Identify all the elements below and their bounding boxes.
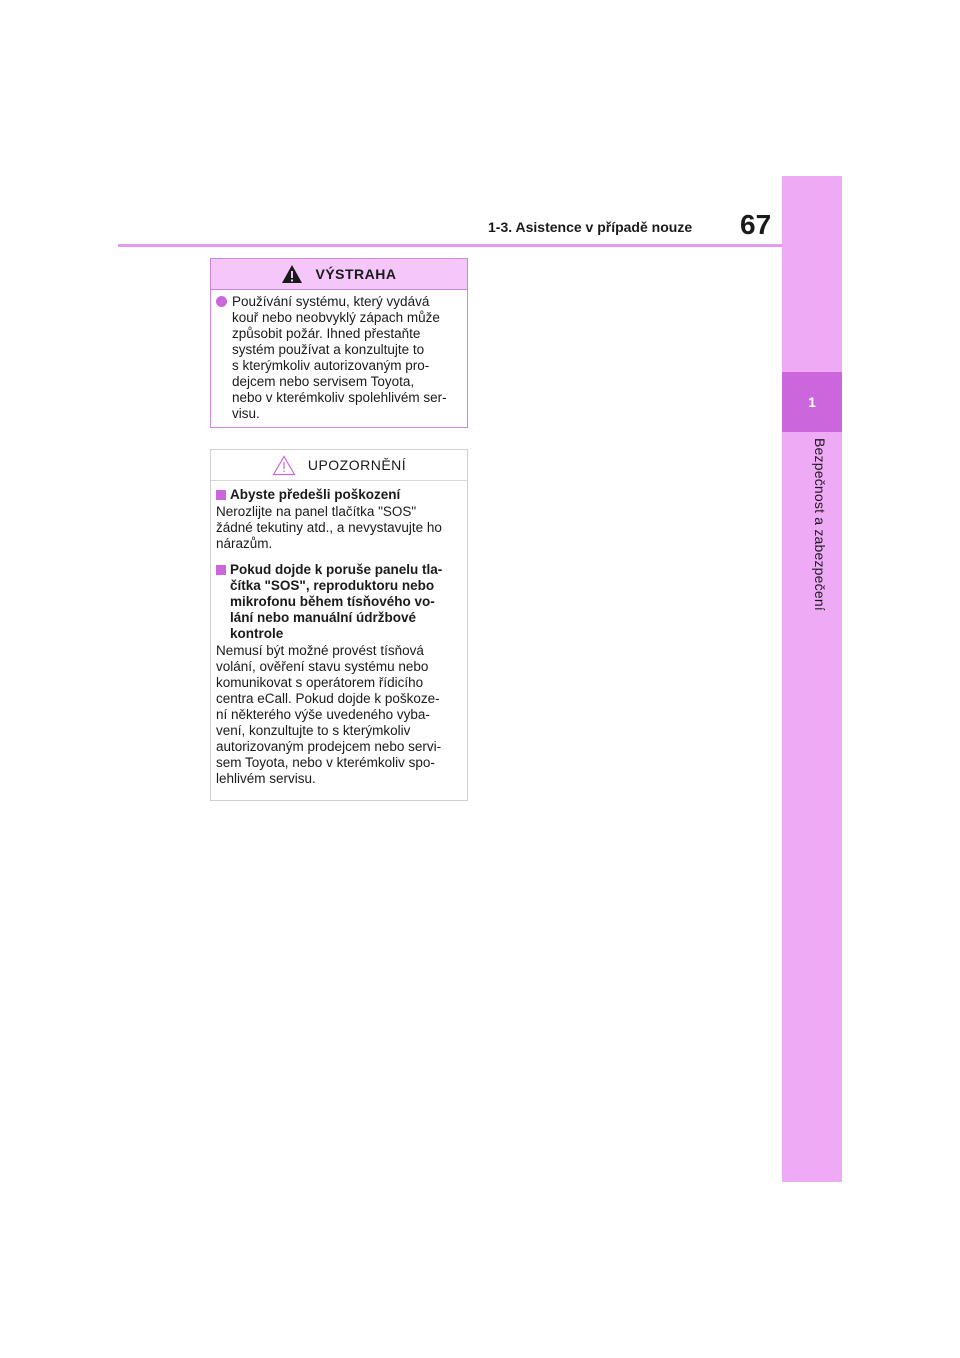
caution-triangle-icon [272,455,296,476]
caution-title: UPOZORNĚNÍ [307,457,407,473]
caution-heading-2: Pokud dojde k poruše panelu tla- čítka "SOS", reproduktoru nebo mikrofonu během tísňového vo- lání nebo manuální údržbové kontrole [230,562,443,641]
caution-paragraph-2: Nemusí být možné provést tísňová volání, ověření stavu systému nebo komunikovat s operátorem řídicího centra eCall. Pokud dojde k poškoze- ní některého výše uvedeného vyba- vení, konzultujte to s kterýmkoliv autorizovaným prodejcem nebo servi- sem Toyota, nebo v kterémkoliv spo- lehlivém servisu. [216,643,442,786]
caution-box [210,449,468,801]
warning-item-text: Používání systému, který vydává kouř nebo neobvyklý zápach může způsobit požár. Ihned přestaňte systém používat a konzultujte to s kterýmkoliv autorizovaným pro- dejcem nebo servisem Toyota, nebo v kterémkoliv spolehlivém ser- visu. [232,294,447,421]
caution-paragraph-1: Nerozlijte na panel tlačítka "SOS" žádné tekutiny atd., a nevystavujte ho nárazům. [216,504,442,551]
caution-section-heading [216,487,459,503]
warning-header [211,259,467,290]
section-title: 1-3. Asistence v případě nouze [488,219,693,235]
caution-section-heading [216,562,459,642]
warning-item [216,294,459,422]
header-rule [118,244,782,247]
chapter-side-tab [782,176,842,1182]
bullet-dot-icon [216,296,227,307]
warning-box [210,258,468,428]
warning-triangle-icon [281,264,303,284]
page-number: 67 [740,209,772,240]
bullet-square-icon [216,565,226,575]
caution-header [211,450,467,481]
warning-title: VÝSTRAHA [315,266,397,282]
bullet-square-icon [216,490,226,500]
chapter-number-badge: 1 [782,372,842,432]
caution-heading-1: Abyste předešli poškození [230,487,401,502]
chapter-label: Bezpečnost a zabezpečení [812,438,828,611]
